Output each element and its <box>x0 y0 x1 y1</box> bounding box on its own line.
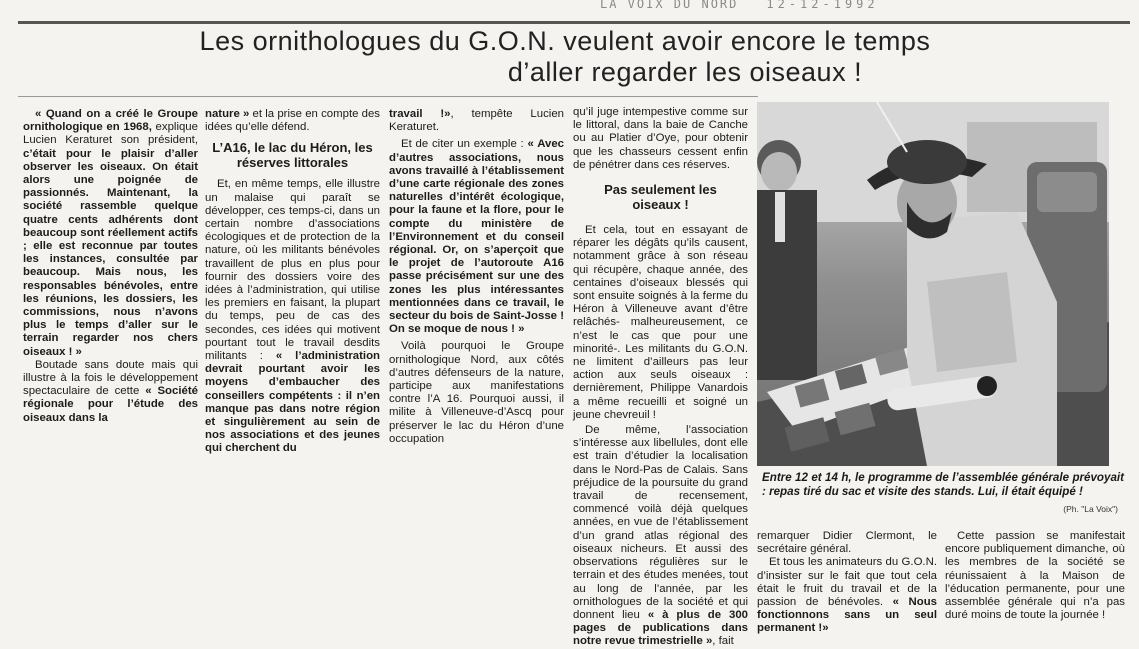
col2-quote: « l’administration devrait pourtant avoir les moyens d’embaucher des conseillers compétents : il n’en manque pas dans notre région et singulièrement au sein de nos associations et des jeunes qui cherchent du <box>205 350 380 455</box>
column-1 <box>23 108 198 453</box>
column-5 <box>757 530 937 638</box>
column-6 <box>945 530 1125 638</box>
col3-paragraph-1 <box>389 108 564 134</box>
column-3 <box>389 108 564 453</box>
col1-quote-open: « Quand on a créé le Groupe ornithologique en 1968, <box>23 108 198 134</box>
col1-text: Boutade sans doute mais qui illustre à la fois le développement spectaculaire de cette <box>23 358 198 398</box>
masthead-paper: LA VOIX DU NORD <box>600 0 739 11</box>
col3-text: , tempête Lucien Keraturet. <box>389 108 564 134</box>
masthead-date: 12-12-1992 <box>766 0 879 11</box>
col4-paragraph-2: Et cela, tout en essayant de réparer les dégâts qu’ils causent, notamment grâce à son réseau qui récupère, chaque année, des centaines d’oiseaux blessés qui sont ensuite soignés à la ferme du Héron à Villeneuve avant d’être relâchés- malheureusement, ce n’est le cas que pour une minorité-. Les militants du G.O.N. ne limitent d’ailleurs pas leur action aux seuls oiseaux : dernièrement, Philippe Vanardois a même recueilli et soigné un jeune chevreuil ! <box>573 224 748 421</box>
col2-paragraph-1 <box>205 108 380 134</box>
col2-body: Et, en même temps, elle illustre un malaise qui paraît se développer, ces temps-ci, dans un certain nombre d’associations écologiques et de protection de la nature, où les militants bénévoles travaillent de plus en plus pour fournir des dossiers voire des idées à l’administration, qui utilise les premiers en faisant, la plupart du temps, peu de cas des secondes, ces idées qui motivent pourtant tout le travail desdits militants : <box>205 178 380 363</box>
col4-paragraph-3 <box>573 424 748 648</box>
col1-paragraph-2 <box>23 359 198 425</box>
col3-paragraph-3: Voilà pourquoi le Groupe ornithologique Nord, aux côtés d’autres défenseurs de la nature, participe aux manifestations contre l’A 16. Pourquoi aussi, il milite à Villeneuve-d’Ascq pour préserver le lac du Héron d’une occupation <box>389 340 564 445</box>
col3-paragraph-2 <box>389 138 564 336</box>
col5-quote: « Nous fonctionnons sans un seul permanent !» <box>757 596 937 635</box>
col3-quote: « Avec d’autres associations, nous avons travaillé à l’établissement d’une carte régionale des zones naturelles d’intérêt écologique, pour la faune et la flore, pour le compte du ministère de l’Environnement et du conseil régional. Or, on s’aperçoit que le projet de l’autoroute A16 passe précisément sur une des zones les plus intéressantes mentionnées dans ce travail, le secteur du bois de Saint-Josse ! On se moque de nous ! » <box>389 138 564 336</box>
col4-paragraph-1: qu’il juge intempestive comme sur le littoral, dans la baie de Canche ou au Platier d’Oye, pour obtenir que les chasseurs cessent enfin de pénétrer dans ces réserves. <box>573 106 748 171</box>
col1-quote: c’était pour le plaisir d’aller observer les oiseaux. On était alors une poignée de passionnés. Maintenant, la société rassemble quelque quatre cents adhérents dont beaucoup sont réellement actifs ; elle est reconnue par toutes les instances, consultée par beaucoup. Mais nous, les responsables bénévoles, entre les réunions, les dossiers, les commissions, nous n’avons plus le temps d’aller sur le terrain regarder nos chers oiseaux ! » <box>23 147 198 358</box>
photo-caption: Entre 12 et 14 h, le programme de l’assemblée générale prévoyait : repas tiré du sac et visite des stands. Lui, il était équipé ! <box>762 471 1124 498</box>
column-4 <box>573 106 748 648</box>
col4-quote: « à plus de 300 pages de publications dans notre revue trimestrielle » <box>573 608 748 648</box>
col4-body: De même, l’association s’intéresse aux libellules, dont elle est train d’étudier la localisation dans le Nord-Pas de Calais. Sans préjudice de la poursuite du grand travail de recensement, commencé voilà déjà quelques années, en vue de l’établissement d’un grand atlas régional des oiseaux nicheurs. Et aussi des observations régulières sur le terrain et des études menées, tout au long de l’année, par les ornithologues de la société et qui donnent lieu <box>573 424 748 621</box>
col2-bold-lead: nature » <box>205 108 250 120</box>
top-rule <box>18 21 1130 24</box>
column-2 <box>205 108 380 453</box>
col1-paragraph-1 <box>23 108 198 359</box>
photo-birdwatcher-at-stand <box>757 102 1109 466</box>
col2-text: et la prise en compte des idées qu’elle défend. <box>205 108 381 134</box>
col5-paragraph-2 <box>757 556 937 635</box>
col1-attribution: explique Lucien Keraturet son président, <box>23 121 198 147</box>
col5-body: Et tous les animateurs du G.O.N. d’insister sur le fait que tout cela était le fruit du travail et de la passion de bénévoles. <box>757 556 937 609</box>
col4-tail: , fait <box>712 635 734 648</box>
col3-bold-lead: travail !» <box>389 108 451 120</box>
photo-credit: (Ph. "La Voix") <box>1063 504 1118 514</box>
article-headline <box>60 26 1070 88</box>
col2-paragraph-2 <box>205 178 380 455</box>
headline-line-2: d’aller regarder les oiseaux ! <box>507 57 863 87</box>
col5-paragraph-1: remarquer Didier Clermont, le secrétaire général. <box>757 530 937 556</box>
masthead <box>600 0 930 11</box>
col2-subheading: L’A16, le lac du Héron, les réserves littorales <box>212 140 373 171</box>
col4-subheading: Pas seulement les oiseaux ! <box>604 182 717 213</box>
col3-intro: Et de citer un exemple : <box>401 138 528 151</box>
title-underline <box>18 96 758 97</box>
col6-paragraph-1: Cette passion se manifestait encore publiquement dimanche, où les membres de la société se réunissaient à la Maison de l’éducation permanente, pour une assemblée générale qui n’a pas duré moins de toute la journée ! <box>945 530 1125 622</box>
col1-society-name: « Société régionale pour l’étude des oiseaux dans la <box>23 385 198 424</box>
headline-line-1: Les ornithologues du G.O.N. veulent avoir encore le temps <box>199 26 931 56</box>
article-photo <box>757 102 1109 466</box>
